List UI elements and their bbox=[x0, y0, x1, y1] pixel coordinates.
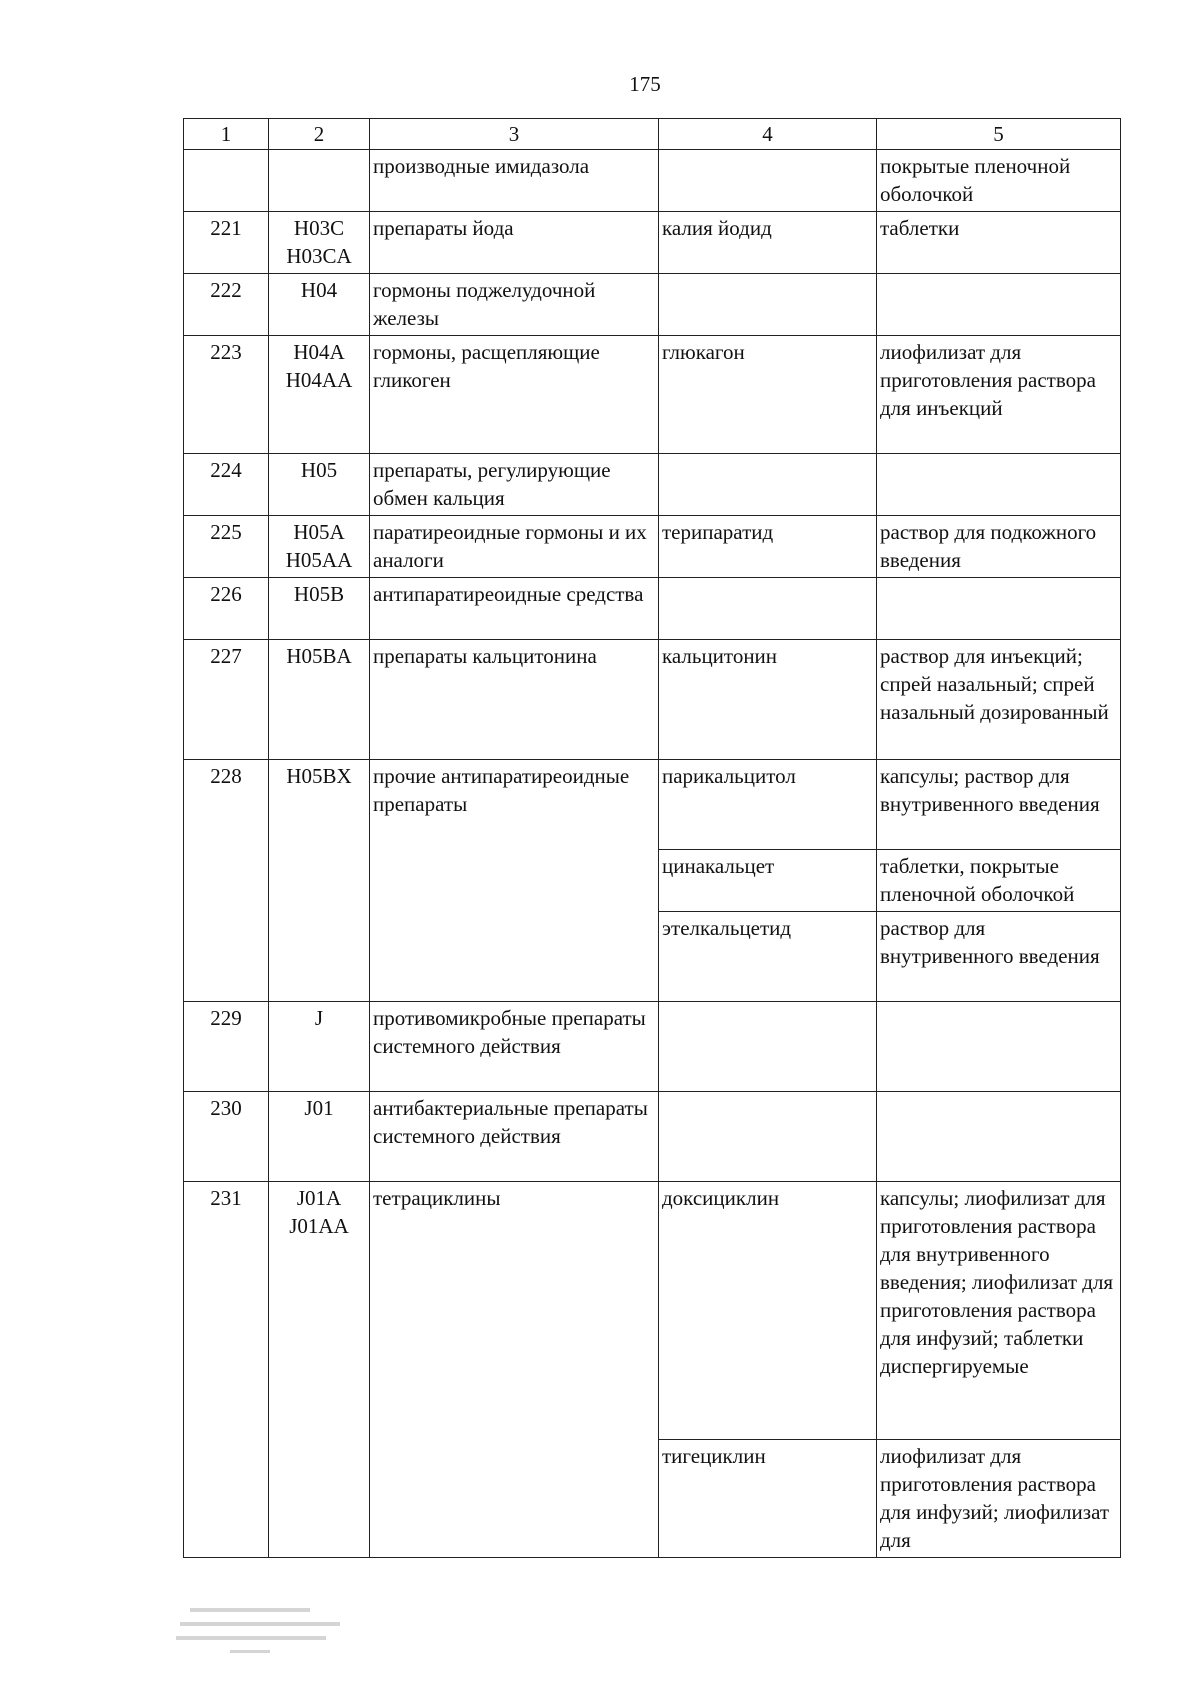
table-row bbox=[184, 212, 1121, 274]
atc-code-cell bbox=[269, 578, 370, 640]
drug-list-table bbox=[183, 118, 1121, 1558]
anatomical-group: противомикробные препараты системного действия bbox=[370, 1002, 659, 1092]
row-number: 229 bbox=[184, 1002, 269, 1092]
atc-code: J01AA bbox=[289, 1214, 349, 1238]
dosage-form bbox=[877, 1092, 1121, 1182]
dosage-form: капсулы; лиофилизат для приготовления раствора для внутривенного введения; лиофилизат для приготовления раствора для инфузий; таблетки диспергируемые bbox=[877, 1182, 1121, 1440]
drug-name: тигециклин bbox=[659, 1440, 877, 1558]
atc-code: H03C bbox=[293, 216, 345, 240]
dosage-form: раствор для внутривенного введения bbox=[877, 912, 1121, 1002]
atc-code: J01 bbox=[304, 1096, 334, 1120]
table-row bbox=[184, 1092, 1121, 1182]
table-row bbox=[184, 640, 1121, 760]
anatomical-group: прочие антипаратиреоидные препараты bbox=[370, 760, 659, 1002]
atc-code: H05 bbox=[300, 458, 338, 482]
row-number: 222 bbox=[184, 274, 269, 336]
table-row bbox=[184, 760, 1121, 850]
atc-code-cell bbox=[269, 1002, 370, 1092]
table-row bbox=[184, 516, 1121, 578]
row-number: 221 bbox=[184, 212, 269, 274]
anatomical-group: препараты йода bbox=[370, 212, 659, 274]
anatomical-group: гормоны поджелудочной железы bbox=[370, 274, 659, 336]
atc-code: H05BX bbox=[286, 764, 352, 788]
table-header-row bbox=[184, 119, 1121, 150]
column-header: 5 bbox=[877, 119, 1121, 150]
row-number: 224 bbox=[184, 454, 269, 516]
row-number: 226 bbox=[184, 578, 269, 640]
column-header: 1 bbox=[184, 119, 269, 150]
anatomical-group: производные имидазола bbox=[370, 150, 659, 212]
anatomical-group: гормоны, расщепляющие гликоген bbox=[370, 336, 659, 454]
drug-name: глюкагон bbox=[659, 336, 877, 454]
dosage-form bbox=[877, 454, 1121, 516]
atc-code-cell bbox=[269, 336, 370, 454]
drug-name bbox=[659, 150, 877, 212]
atc-code: H05AA bbox=[285, 548, 353, 572]
dosage-form: капсулы; раствор для внутривенного введения bbox=[877, 760, 1121, 850]
drug-name: доксициклин bbox=[659, 1182, 877, 1440]
table-body bbox=[184, 150, 1121, 1558]
page-number: 175 bbox=[629, 72, 661, 96]
column-header: 2 bbox=[269, 119, 370, 150]
atc-code-cell bbox=[269, 1092, 370, 1182]
row-number: 228 bbox=[184, 760, 269, 1002]
table-row bbox=[184, 274, 1121, 336]
drug-name bbox=[659, 454, 877, 516]
atc-code: J01A bbox=[296, 1186, 342, 1210]
atc-code-cell bbox=[269, 150, 370, 212]
atc-code: H05A bbox=[293, 520, 345, 544]
table-row bbox=[184, 454, 1121, 516]
table-row bbox=[184, 336, 1121, 454]
drug-name: этелкальцетид bbox=[659, 912, 877, 1002]
row-number: 223 bbox=[184, 336, 269, 454]
row-number: 231 bbox=[184, 1182, 269, 1558]
atc-code: H03CA bbox=[286, 244, 352, 268]
table-row bbox=[184, 150, 1121, 212]
anatomical-group: тетрациклины bbox=[370, 1182, 659, 1558]
dosage-form bbox=[877, 274, 1121, 336]
drug-name bbox=[659, 1002, 877, 1092]
drug-name bbox=[659, 578, 877, 640]
dosage-form bbox=[877, 578, 1121, 640]
row-number: 230 bbox=[184, 1092, 269, 1182]
anatomical-group: препараты кальцитонина bbox=[370, 640, 659, 760]
atc-code-cell bbox=[269, 1182, 370, 1558]
table-row bbox=[184, 578, 1121, 640]
atc-code: H04 bbox=[300, 278, 338, 302]
dosage-form: раствор для подкожного введения bbox=[877, 516, 1121, 578]
atc-code: H04A bbox=[293, 340, 345, 364]
table-row bbox=[184, 1002, 1121, 1092]
dosage-form: раствор для инъекций; спрей назальный; спрей назальный дозированный bbox=[877, 640, 1121, 760]
dosage-form: покрытые пленочной оболочкой bbox=[877, 150, 1121, 212]
drug-name: терипаратид bbox=[659, 516, 877, 578]
anatomical-group: паратиреоидные гормоны и их аналоги bbox=[370, 516, 659, 578]
row-number: 227 bbox=[184, 640, 269, 760]
atc-code-cell bbox=[269, 212, 370, 274]
stamp-mark bbox=[170, 1600, 370, 1660]
dosage-form: лиофилизат для приготовления раствора для инъекций bbox=[877, 336, 1121, 454]
atc-code-cell bbox=[269, 760, 370, 1002]
column-header: 4 bbox=[659, 119, 877, 150]
drug-name: цинакальцет bbox=[659, 850, 877, 912]
atc-code: H04AA bbox=[285, 368, 353, 392]
dosage-form: лиофилизат для приготовления раствора для инфузий; лиофилизат для bbox=[877, 1440, 1121, 1558]
atc-code-cell bbox=[269, 640, 370, 760]
atc-code-cell bbox=[269, 516, 370, 578]
anatomical-group: препараты, регулирующие обмен кальция bbox=[370, 454, 659, 516]
column-header: 3 bbox=[370, 119, 659, 150]
anatomical-group: антибактериальные препараты системного действия bbox=[370, 1092, 659, 1182]
row-number bbox=[184, 150, 269, 212]
drug-name: парикальцитол bbox=[659, 760, 877, 850]
dosage-form: таблетки bbox=[877, 212, 1121, 274]
drug-name: кальцитонин bbox=[659, 640, 877, 760]
drug-name bbox=[659, 274, 877, 336]
atc-code: J bbox=[314, 1006, 324, 1030]
row-number: 225 bbox=[184, 516, 269, 578]
anatomical-group: антипаратиреоидные средства bbox=[370, 578, 659, 640]
atc-code-cell bbox=[269, 454, 370, 516]
drug-name: калия йодид bbox=[659, 212, 877, 274]
atc-code-cell bbox=[269, 274, 370, 336]
drug-name bbox=[659, 1092, 877, 1182]
dosage-form: таблетки, покрытые пленочной оболочкой bbox=[877, 850, 1121, 912]
dosage-form bbox=[877, 1002, 1121, 1092]
table-row bbox=[184, 1182, 1121, 1440]
atc-code: H05B bbox=[293, 582, 345, 606]
atc-code: H05BA bbox=[286, 644, 352, 668]
